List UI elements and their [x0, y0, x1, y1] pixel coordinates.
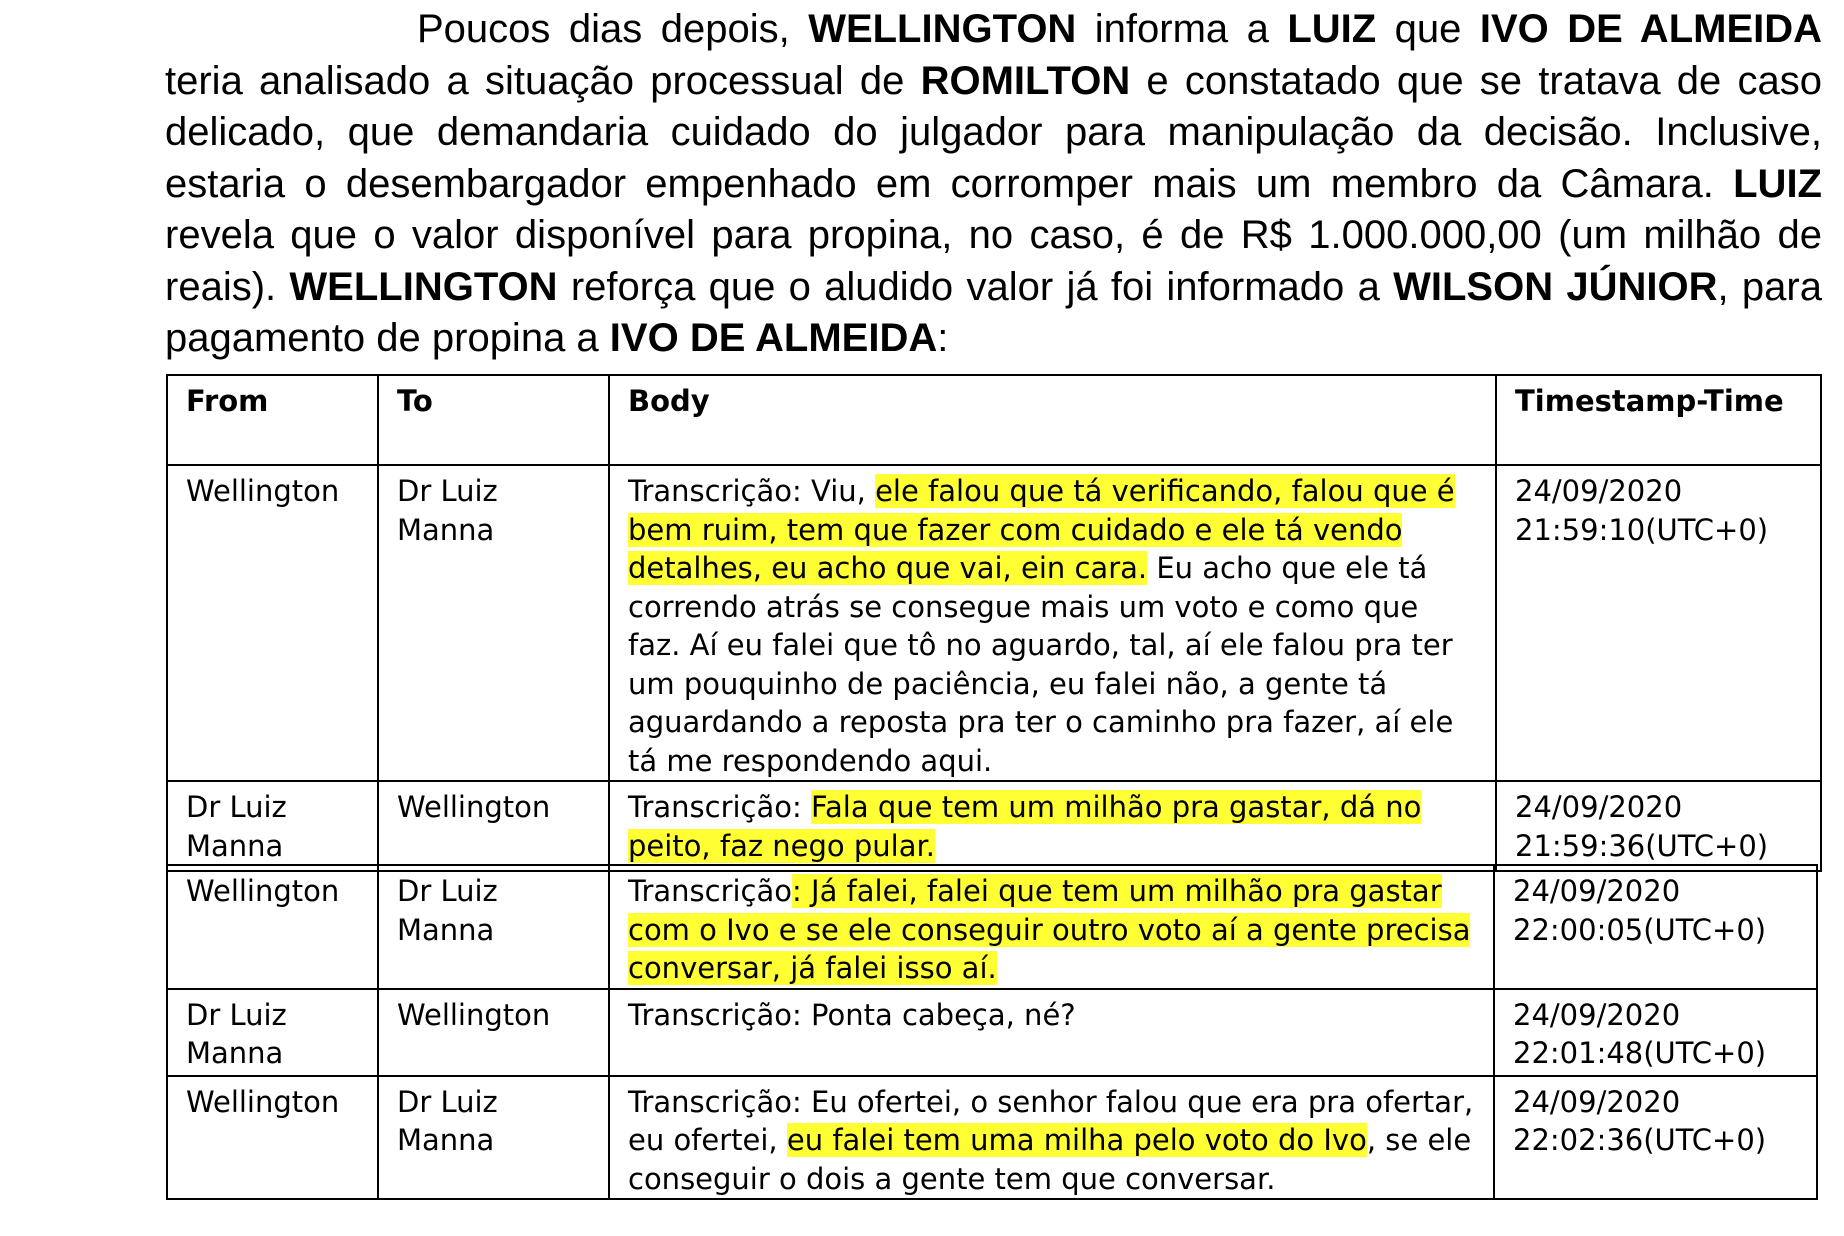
timestamp-time: 21:59:36(UTC+0) [1515, 828, 1769, 863]
timestamp-date: 24/09/2020 [1513, 997, 1681, 1032]
cell-to: Dr Luiz Manna [378, 865, 609, 989]
table-row [167, 865, 1817, 989]
timestamp-time: 22:00:05(UTC+0) [1513, 912, 1767, 947]
body-text: Eu acho que ele tá correndo atrás se consegue mais um voto e como que faz. Aí eu falei que tô no aguardo, tal, aí ele falou pra ter um pouquinho de paciência, eu falei não, a gente tá aguardando a reposta pra ter o caminho pra fazer, aí ele tá me respondendo aqui. [628, 551, 1454, 778]
cell-to: Wellington [378, 781, 609, 871]
bold-name: WELLINGTON [808, 7, 1077, 51]
cell-timestamp [1494, 989, 1817, 1076]
cell-from: Dr Luiz Manna [167, 781, 378, 871]
table-row [167, 1076, 1817, 1200]
narrative-paragraph [165, 4, 1822, 365]
highlighted-text: Fala que tem um milhão pra gastar, dá no peito, faz nego pular. [628, 790, 1422, 863]
paragraph-text: revela que o valor disponível para propina, no caso, é de R$ 1.000.000,00 (um milhão de reais). [165, 213, 1822, 309]
cell-body [609, 989, 1494, 1076]
table-header-row [167, 375, 1821, 465]
cell-to: Dr Luiz Manna [378, 1076, 609, 1200]
table-row [167, 781, 1821, 871]
paragraph-text: que [1376, 7, 1480, 51]
body-text: Transcrição: [628, 790, 812, 824]
cell-timestamp [1494, 865, 1817, 989]
cell-to: Wellington [378, 989, 609, 1076]
cell-body [609, 781, 1496, 871]
timestamp-date: 24/09/2020 [1515, 790, 1683, 824]
bold-name: LUIZ [1287, 7, 1377, 51]
paragraph-text: Poucos dias depois, [417, 7, 809, 51]
bold-name: IVO DE ALMEIDA [609, 316, 938, 360]
bold-name: WELLINGTON [289, 264, 558, 309]
timestamp-time: 22:01:48(UTC+0) [1513, 1036, 1767, 1070]
cell-timestamp [1496, 465, 1821, 781]
message-table [166, 374, 1822, 872]
header-from: From [167, 375, 378, 465]
cell-from: Wellington [167, 1076, 378, 1200]
table-row [167, 465, 1821, 781]
timestamp-date: 24/09/2020 [1515, 474, 1683, 508]
paragraph-text: informa a [1076, 7, 1288, 51]
bold-name: LUIZ [1733, 161, 1822, 206]
paragraph-text: reforça que o aludido valor já foi informado a [557, 264, 1394, 309]
body-text: , se ele conseguir o dois a gente tem que conversar. [628, 1123, 1472, 1196]
paragraph-text: teria analisado a situação processual de [165, 58, 921, 103]
paragraph-text: e constatado que se tratava de caso delicado, que demandaria cuidado do julgador para manipulação da decisão. Inclusive, estaria o desembargador empenhado em corromper mais um membro da Câmara. [165, 58, 1822, 206]
highlighted-text: eu falei tem uma milha pelo voto do Ivo [786, 1123, 1367, 1157]
cell-body [609, 465, 1496, 781]
cell-body [609, 865, 1494, 989]
cell-timestamp [1494, 1076, 1817, 1200]
cell-body [609, 1076, 1494, 1200]
header-body: Body [609, 375, 1496, 465]
paragraph-text: , para pagamento de propina a [165, 264, 1822, 360]
timestamp-date: 24/09/2020 [1513, 874, 1681, 908]
cell-to: Dr Luiz Manna [378, 465, 609, 781]
cell-timestamp [1496, 781, 1821, 871]
timestamp-time: 21:59:10(UTC+0) [1515, 512, 1769, 547]
body-text: Transcrição [628, 874, 793, 908]
message-table-continued [166, 864, 1818, 1200]
header-to: To [378, 375, 609, 465]
body-text: Transcrição: Viu, [628, 474, 876, 508]
header-timestamp: Timestamp-Time [1496, 375, 1821, 465]
table-row [167, 989, 1817, 1076]
timestamp-time: 22:02:36(UTC+0) [1513, 1123, 1767, 1157]
cell-from: Wellington [167, 465, 378, 781]
cell-from: Wellington [167, 865, 378, 989]
body-text: Transcrição: Eu ofertei, o senhor falou que era pra ofertar, eu ofertei, [628, 1084, 1474, 1157]
bold-name: IVO DE ALMEIDA [1479, 7, 1823, 51]
bold-name: WILSON JÚNIOR [1393, 264, 1718, 309]
highlighted-text: ele falou que tá verificando, falou que é bem ruim, tem que fazer com cuidado e ele tá vendo detalhes, eu acho que vai, ein cara. [628, 474, 1455, 585]
timestamp-date: 24/09/2020 [1513, 1084, 1681, 1119]
paragraph-text: : [937, 316, 949, 360]
bold-name: ROMILTON [920, 58, 1131, 103]
highlighted-text: : Já falei, falei que tem um milhão pra gastar com o Ivo e se ele conseguir outro voto aí a gente precisa conversar, já falei isso aí. [628, 874, 1471, 985]
cell-from: Dr Luiz Manna [167, 989, 378, 1076]
body-text: Transcrição: Ponta cabeça, né? [628, 997, 1076, 1032]
